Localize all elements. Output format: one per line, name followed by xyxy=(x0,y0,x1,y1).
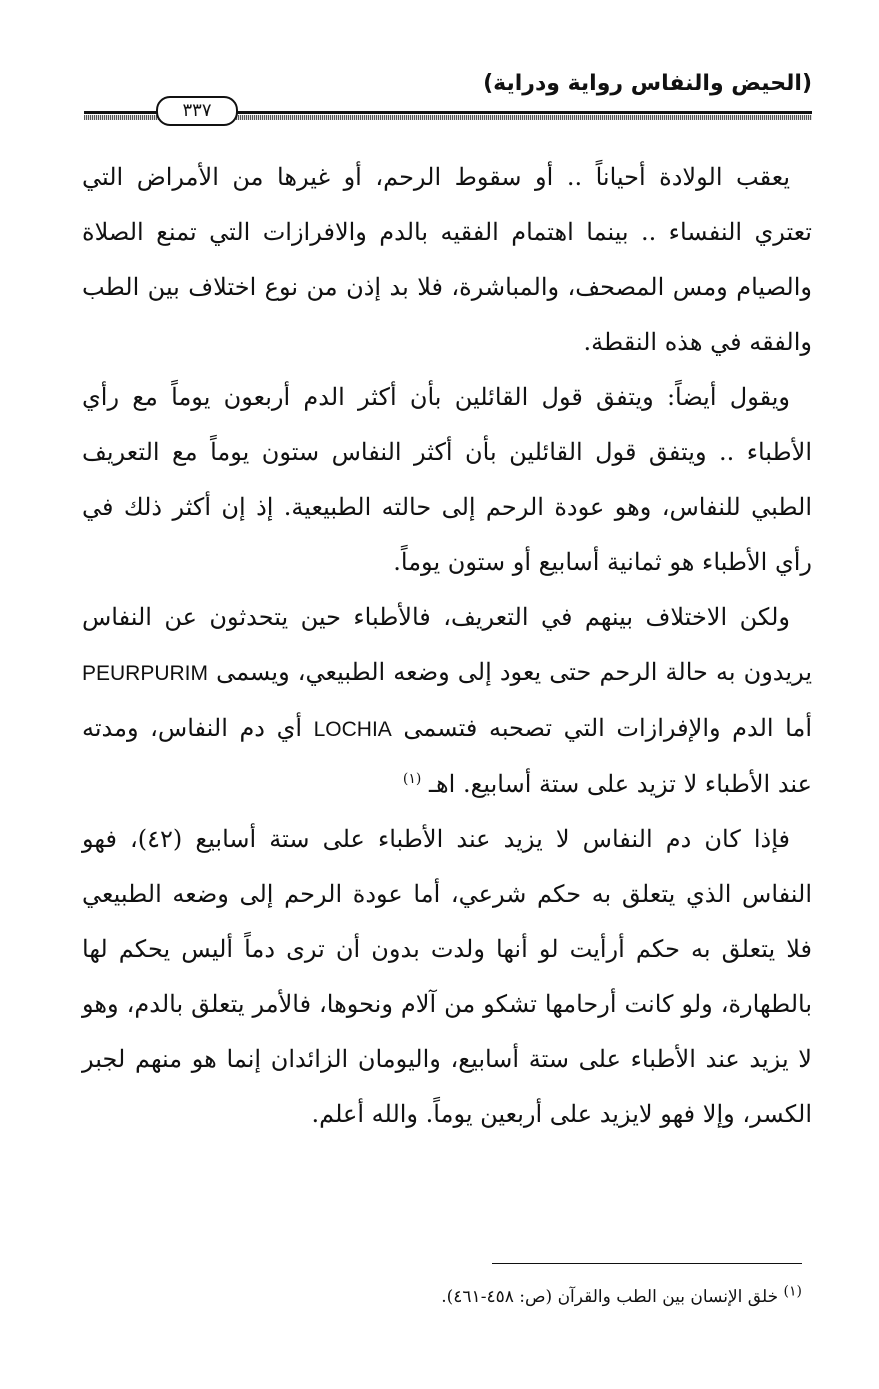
page-number: ٣٣٧ xyxy=(156,96,238,126)
page-header xyxy=(84,68,812,128)
paragraph-3-text-b: أما الدم والإفرازات التي تصحبه فتسمى xyxy=(403,714,812,742)
paragraph-3 xyxy=(82,590,812,812)
running-title: (الحيض والنفاس رواية ودراية) xyxy=(483,71,812,96)
term-lochia: LOCHIA xyxy=(313,718,392,741)
footnote-text: خلق الإنسان بين الطب والقرآن (ص: ٤٥٨-٤٦١). xyxy=(441,1287,779,1307)
paragraph-3-text-c: أي دم النفاس، ومدته عند الأطباء لا تزيد على ستة أسابيع. اهـ xyxy=(82,714,812,798)
paragraph-3-text-a: ولكن الاختلاف بينهم في التعريف، فالأطباء حين يتحدثون عن النفاس يريدون به حالة الرحم حتى يعود إلى وضعه الطبيعي، ويسمى xyxy=(82,603,813,686)
footnote xyxy=(441,1282,802,1312)
term-peurpurim: PEURPURIM xyxy=(82,662,209,685)
footnote-rule xyxy=(492,1263,802,1264)
paragraph-1: يعقب الولادة أحياناً .. أو سقوط الرحم، أو غيرها من الأمراض التي تعتري النفساء .. بينما اهتمام الفقيه بالدم والافرازات التي تمنع الصلاة والصيام ومس المصحف، والمباشرة، فلا بد إذن من نوع اختلاف بين الطب والفقه في هذه النقطة. xyxy=(82,163,813,356)
footnote-reference[interactable]: (١) xyxy=(402,771,422,787)
body-text xyxy=(82,150,812,1142)
paragraph-2: ويقول أيضاً: ويتفق قول القائلين بأن أكثر الدم أربعون يوماً مع رأي الأطباء .. ويتفق قول القائلين بأن أكثر النفاس ستون يوماً مع التعريف الطبي للنفاس، وهو عودة الرحم إلى حالته الطبيعية. إذ إن أكثر ذلك في رأي الأطباء هو ثمانية أسابيع أو ستون يوماً. xyxy=(82,383,812,576)
footnote-mark: (١) xyxy=(783,1283,802,1300)
paragraph-4: فإذا كان دم النفاس لا يزيد عند الأطباء على ستة أسابيع (٤٢)، فهو النفاس الذي يتعلق به حكم شرعي، أما عودة الرحم إلى وضعه الطبيعي فلا يتعلق به حكم أرأيت لو أنها ولدت بدون أن ترى دماً أليس يحكم لها بالطهارة، ولو كانت أرحامها تشكو من آلام ونحوها، فالأمر يتعلق بالدم، وهو لا يزيد عند الأطباء على ستة أسابيع، واليومان الزائدان إنما هو منهم لجبر الكسر، وإلا فهو لايزيد على أربعين يوماً. والله أعلم. xyxy=(82,825,812,1128)
